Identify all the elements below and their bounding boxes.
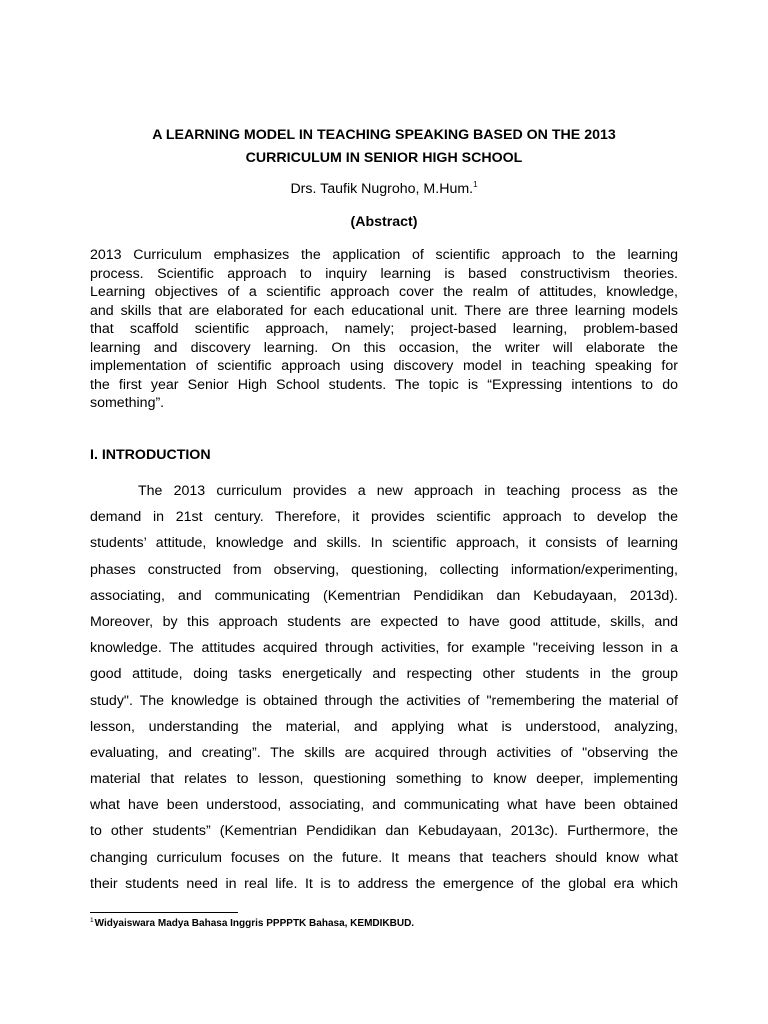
intro-line: students’ attitude, knowledge and skills. In scientific approach, it consists of learning: [90, 535, 678, 552]
intro-line: evaluating, and creating”. The skills are acquired through activities of "observing the: [90, 744, 678, 761]
abstract-line: 2013 Curriculum emphasizes the application of scientific approach to the learning: [90, 247, 678, 263]
abstract-line: implementation of scientific approach using discovery model in teaching speaking for: [90, 358, 678, 374]
paper-title: [90, 124, 678, 170]
abstract-line: the first year Senior High School students. The topic is “Expressing intentions to do: [90, 376, 678, 393]
abstract-heading: (Abstract): [350, 214, 418, 230]
intro-line: phases constructed from observing, questioning, collecting information/experimenting,: [90, 561, 678, 578]
abstract-line: and skills that are elaborated for each educational unit. There are three learning models: [90, 302, 678, 319]
intro-line: knowledge. The attitudes acquired through activities, for example "receiving lesson in a: [90, 640, 678, 657]
intro-line: The 2013 curriculum provides a new approach in teaching process as the: [138, 483, 678, 499]
footnote-mark: 1: [90, 917, 94, 924]
intro-line: Moreover, by this approach students are expected to have good attitude, skills, and: [90, 613, 678, 630]
intro-line: what have been understood, associating, and communicating what have been obtained: [90, 797, 678, 814]
introduction-body: [90, 478, 678, 897]
footnote-divider: [90, 912, 238, 913]
abstract-line: Learning objectives of a scientific approach cover the realm of attitudes, knowledge,: [90, 284, 678, 300]
title-line-1: A LEARNING MODEL IN TEACHING SPEAKING BASED ON THE 2013: [152, 127, 616, 143]
footnote-text: Widyaiswara Madya Bahasa Inggris PPPPTK Bahasa, KEMDIKBUD.: [94, 918, 415, 929]
intro-line: changing curriculum focuses on the future. It means that teachers should know what: [90, 849, 678, 866]
intro-line: lesson, understanding the material, and applying what is understood, analyzing,: [90, 718, 678, 735]
section-heading-introduction: I. INTRODUCTION: [90, 447, 211, 463]
intro-line: good attitude, doing tasks energetically and respecting other students in the group: [90, 666, 678, 683]
author-line: [90, 180, 678, 198]
abstract-line: process. Scientific approach to inquiry learning is based constructivism theories.: [90, 265, 678, 282]
intro-line: associating, and communicating (Kementrian Pendidikan dan Kebudayaan, 2013d).: [90, 587, 678, 604]
title-line-2: CURRICULUM IN SENIOR HIGH SCHOOL: [245, 150, 523, 166]
intro-line: demand in 21st century. Therefore, it provides scientific approach to develop the: [90, 509, 678, 526]
author-name: Drs. Taufik Nugroho, M.Hum.: [290, 181, 474, 197]
abstract-body: [90, 246, 678, 413]
footnote: [90, 917, 414, 931]
abstract-line: something”.: [90, 395, 165, 411]
intro-line: to other students” (Kementrian Pendidikan dan Kebudayaan, 2013c). Furthermore, the: [90, 823, 678, 840]
abstract-line: learning and discovery learning. On this occasion, the writer will elaborate the: [90, 339, 678, 356]
intro-line: material that relates to lesson, questioning something to know deeper, implementing: [90, 771, 678, 788]
intro-line: their students need in real life. It is to address the emergence of the global era which: [90, 875, 678, 892]
abstract-line: that scaffold scientific approach, namely; project-based learning, problem-based: [90, 321, 678, 337]
author-footnote-mark: 1: [473, 180, 478, 189]
intro-line: study". The knowledge is obtained through the activities of "remembering the material of: [90, 692, 678, 709]
